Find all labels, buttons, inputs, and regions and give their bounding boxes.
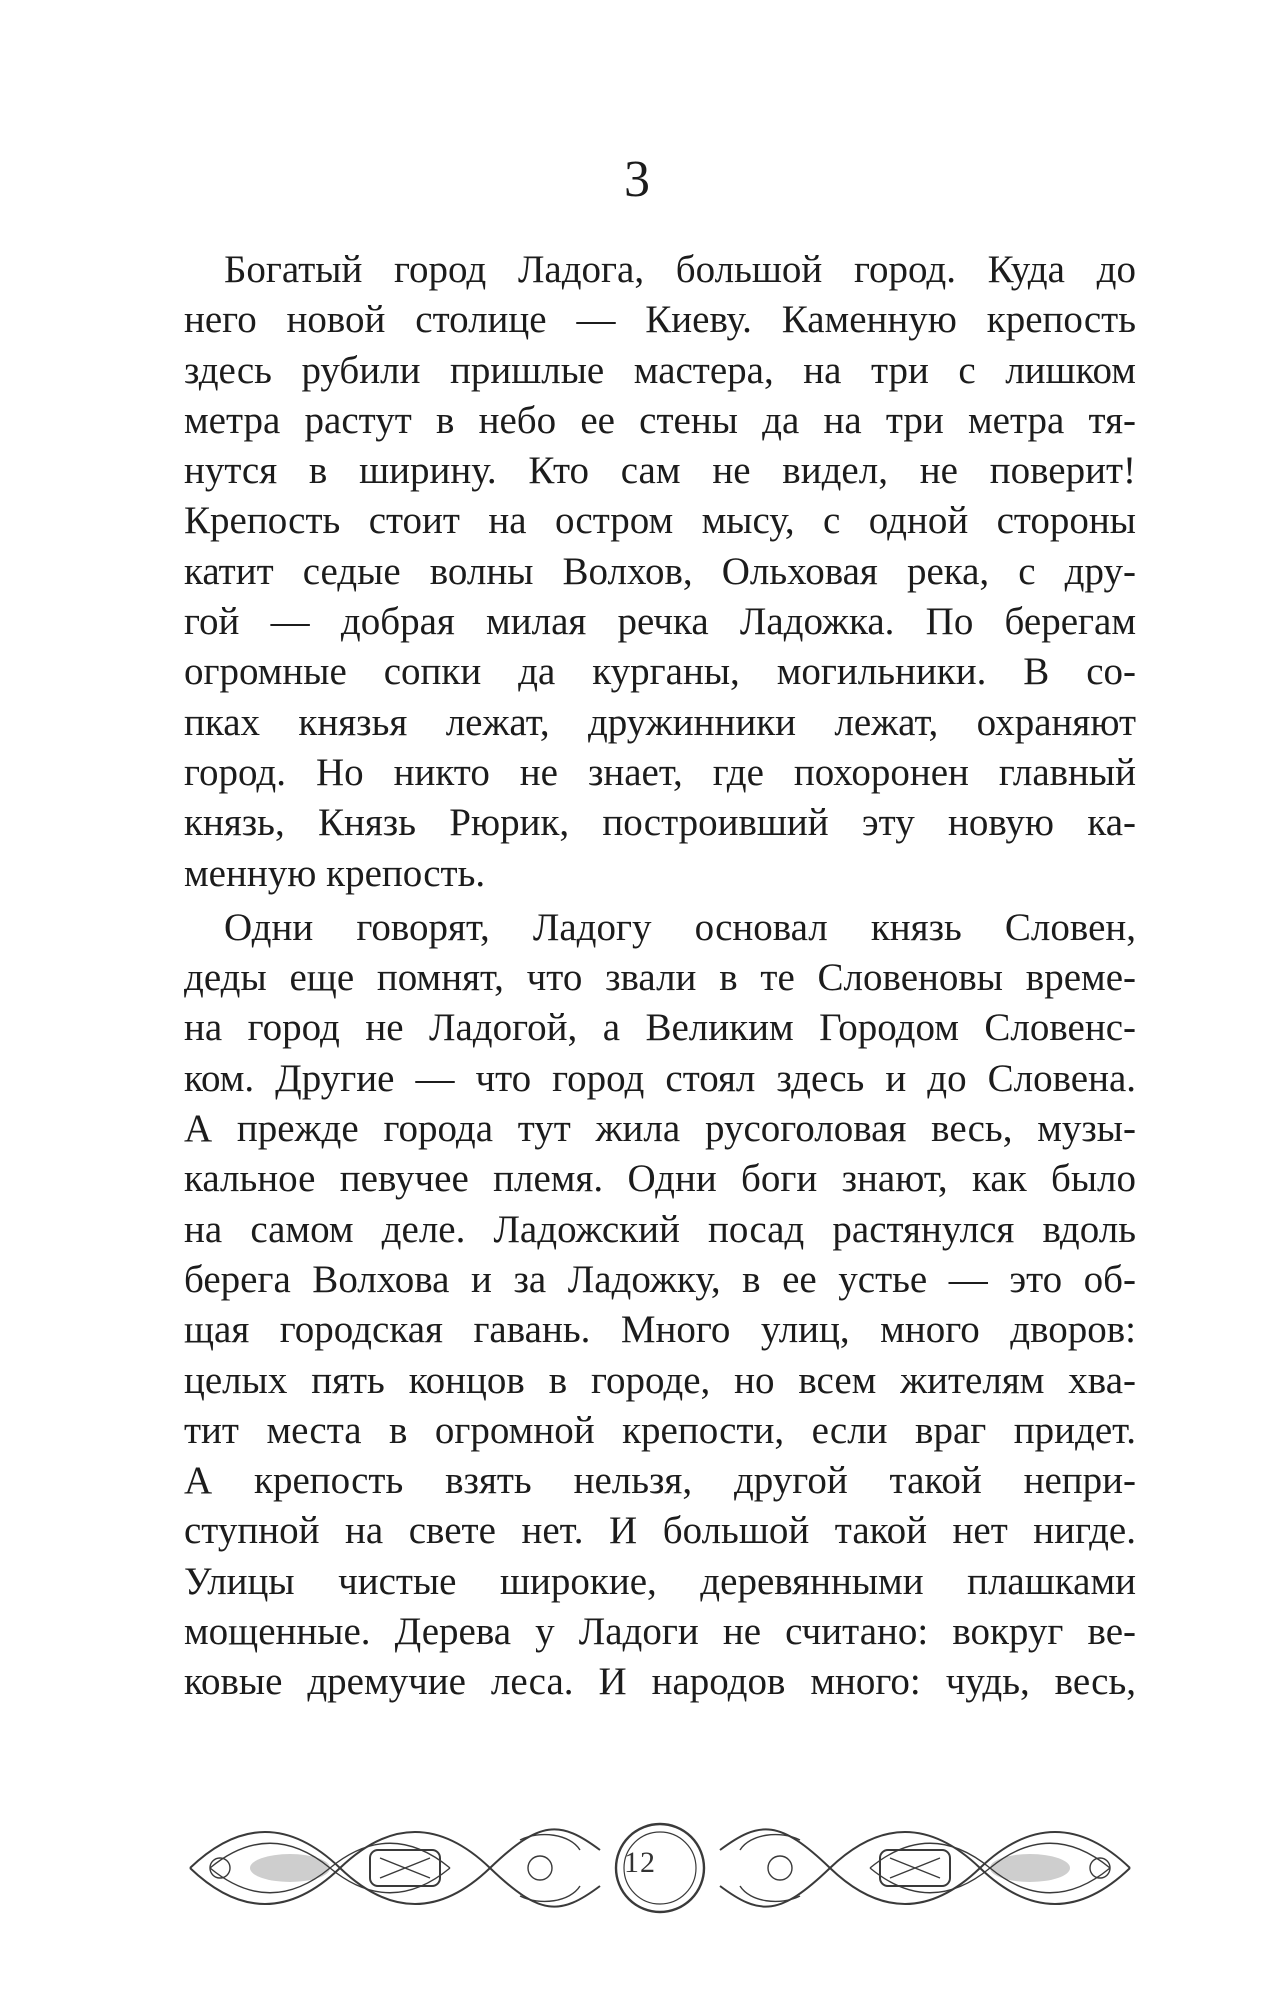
text-line: него новой столице — Киеву. Каменную крепость: [184, 298, 1136, 342]
text-line: А прежде города тут жила русоголовая весь, музы-: [184, 1107, 1136, 1151]
text-line: Одни говорят, Ладогу основал князь Словен,: [224, 905, 1136, 949]
text-line: метра растут в небо ее стены да на три метра тя-: [184, 398, 1136, 442]
text-line: огромные сопки да курганы, могильники. В со-: [184, 650, 1136, 694]
chapter-number: 3: [624, 151, 650, 208]
body-text: [184, 245, 1136, 1708]
paragraph-2: [184, 903, 1136, 1708]
text-line: менную крепость.: [184, 851, 486, 895]
text-line: Богатый город Ладога, большой город. Куда до: [224, 248, 1136, 291]
text-line: деды еще помнят, что звали в те Словеновы време-: [184, 956, 1136, 1000]
text-line: ком. Другие — что город стоял здесь и до Словена.: [184, 1056, 1136, 1100]
text-line: Улицы чистые широкие, деревянными плашками: [184, 1559, 1136, 1603]
text-line: целых пять концов в городе, но всем жителям хва-: [184, 1358, 1136, 1402]
paragraph-1: [184, 245, 1136, 899]
page-number: 12: [624, 1846, 656, 1879]
text-line: гой — добрая милая речка Ладожка. По берегам: [184, 600, 1136, 644]
text-line: ступной на свете нет. И большой такой нет нигде.: [184, 1509, 1136, 1553]
text-line: нутся в ширину. Кто сам не видел, не поверит!: [184, 449, 1136, 493]
text-line: ковые дремучие леса. И народов много: чудь, весь,: [184, 1660, 1136, 1704]
text-line: Крепость стоит на остром мысу, с одной стороны: [184, 499, 1136, 543]
text-line: пках князья лежат, дружинники лежат, охраняют: [184, 700, 1136, 744]
text-line: А крепость взять нельзя, другой такой непри-: [184, 1459, 1136, 1503]
text-line: кальное певучее племя. Одни боги знают, как было: [184, 1157, 1136, 1201]
text-line: князь, Князь Рюрик, построивший эту новую ка-: [184, 801, 1136, 845]
text-line: катит седые волны Волхов, Ольховая река, с дру-: [184, 549, 1136, 593]
text-line: мощенные. Дерева у Ладоги не считано: вокруг ве-: [184, 1610, 1136, 1654]
text-line: город. Но никто не знает, где похоронен главный: [184, 750, 1136, 794]
text-line: на город не Ладогой, а Великим Городом Словенс-: [184, 1006, 1136, 1050]
text-line: тит места в огромной крепости, если враг придет.: [184, 1408, 1136, 1452]
text-line: берега Волхова и за Ладожку, в ее устье — это об-: [184, 1257, 1136, 1301]
text-line: на самом деле. Ладожский посад растянулся вдоль: [184, 1207, 1136, 1251]
text-line: здесь рубили пришлые мастера, на три с лишком: [184, 348, 1136, 392]
text-line: щая городская гавань. Много улиц, много дворов:: [184, 1308, 1136, 1352]
